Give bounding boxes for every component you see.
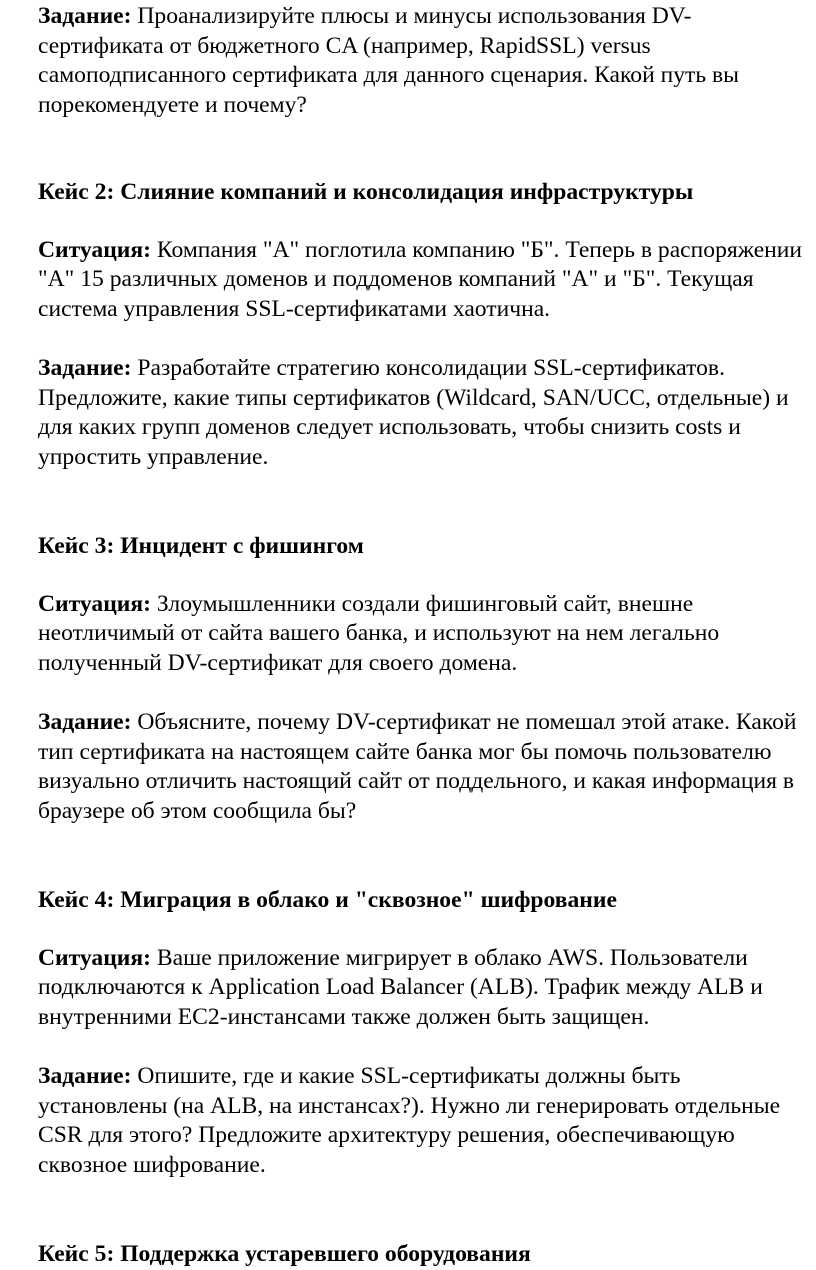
task-label: Задание: xyxy=(38,1063,132,1089)
case-2-title: Кейс 2: Слияние компаний и консолидация инфраструктуры xyxy=(38,179,694,205)
case-4-task xyxy=(38,1062,808,1180)
situation-text: Компания "А" поглотила компанию "Б". Теперь в распоряжении "А" 15 различных доменов и поддоменов компаний "А" и "Б". Текущая система управления SSL-сертификатами хаотична. xyxy=(38,236,803,322)
case-4-title: Кейс 4: Миграция в облако и "сквозное" шифрование xyxy=(38,887,617,913)
case-2-situation xyxy=(38,236,808,325)
task-text: Разработайте стратегию консолидации SSL-сертификатов. Предложите, какие типы сертификатов (Wildcard, SAN/UCC, отдельные) и для каких групп доменов следует использовать, чтобы снизить costs и упростить управление. xyxy=(38,355,789,470)
case-3-situation xyxy=(38,590,808,679)
situation-label: Ситуация: xyxy=(38,236,152,263)
task-text: Проанализируйте плюсы и минусы использования DV-сертификата от бюджетного CA (например, RapidSSL) versus самоподписанного сертификата для данного сценария. Какой путь вы порекомендуете и почему? xyxy=(38,3,739,118)
situation-label: Ситуация: xyxy=(38,590,152,617)
case-3-title: Кейс 3: Инцидент с фишингом xyxy=(38,533,364,559)
situation-text: Злоумышленники создали фишинговый сайт, внешне неотличимый от сайта вашего банка, и используют на нем легально полученный DV-сертификат для своего домена. xyxy=(38,590,720,676)
task-label: Задание: xyxy=(38,3,132,29)
task-label: Задание: xyxy=(38,709,132,735)
document-page xyxy=(38,0,808,1270)
case-4-situation xyxy=(38,944,808,1033)
situation-label: Ситуация: xyxy=(38,944,152,971)
task-text: Опишите, где и какие SSL-сертификаты должны быть установлены (на ALB, на инстансах?). Нужно ли генерировать отдельные CSR для этого? Предложите архитектуру решения, обеспечивающую сквозное шифрование. xyxy=(38,1063,781,1178)
task-label: Задание: xyxy=(38,355,132,381)
situation-text: Ваше приложение мигрирует в облако AWS. Пользователи подключаются к Application Load Balancer (ALB). Трафик между ALB и внутренними EC2-инстансами также должен быть защищен. xyxy=(38,944,763,1030)
intro-task-paragraph xyxy=(38,2,808,120)
case-2-task xyxy=(38,354,808,472)
case-3-task xyxy=(38,708,808,826)
task-text: Объясните, почему DV-сертификат не помешал этой атаке. Какой тип сертификата на настоящем сайте банка мог бы помочь пользователю визуально отличить настоящий сайт от поддельного, и какая информация в браузере об этом сообщила бы? xyxy=(38,709,797,824)
case-5-title: Кейс 5: Поддержка устаревшего оборудования xyxy=(38,1241,531,1267)
